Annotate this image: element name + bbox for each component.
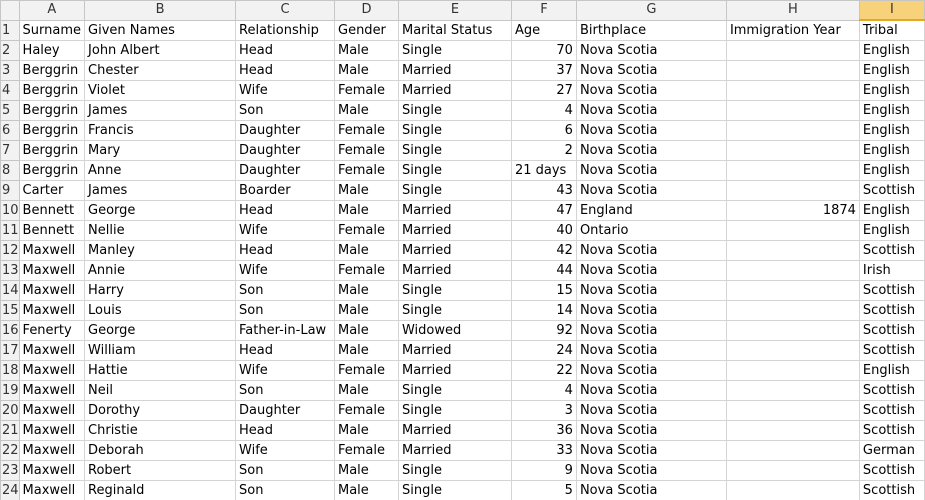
row-header[interactable]: 4 (1, 81, 20, 101)
cell-c[interactable]: Head (236, 341, 335, 361)
cell-h[interactable] (726, 341, 859, 361)
cell-h[interactable] (726, 481, 859, 500)
cell-b[interactable]: Mary (85, 141, 236, 161)
column-header-g[interactable]: G (576, 1, 726, 21)
row-header[interactable]: 24 (1, 481, 20, 500)
cell-g[interactable]: Nova Scotia (576, 421, 726, 441)
cell-h[interactable] (726, 81, 859, 101)
cell-b[interactable]: Nellie (85, 221, 236, 241)
cell-d[interactable]: Female (335, 121, 399, 141)
cell-c[interactable]: Head (236, 61, 335, 81)
cell-b[interactable]: George (85, 321, 236, 341)
cell-e[interactable]: Single (398, 161, 511, 181)
cell-g[interactable]: Nova Scotia (576, 141, 726, 161)
cell-f[interactable]: Age (511, 20, 576, 41)
cell-g[interactable]: Nova Scotia (576, 41, 726, 61)
cell-a[interactable]: Surname (19, 20, 84, 41)
cell-c[interactable]: Son (236, 101, 335, 121)
cell-h[interactable] (726, 41, 859, 61)
cell-e[interactable]: Single (398, 181, 511, 201)
cell-c[interactable]: Son (236, 381, 335, 401)
row-header[interactable]: 1 (1, 20, 20, 41)
cell-e[interactable]: Married (398, 221, 511, 241)
table-row (1, 281, 925, 301)
cell-b[interactable]: Louis (85, 301, 236, 321)
table-row (1, 241, 925, 261)
cell-g[interactable]: Nova Scotia (576, 241, 726, 261)
cell-f[interactable]: 22 (511, 361, 576, 381)
cell-e[interactable]: Married (398, 421, 511, 441)
cell-c[interactable]: Wife (236, 81, 335, 101)
table-row (1, 141, 925, 161)
cell-f[interactable]: 9 (511, 461, 576, 481)
cell-d[interactable]: Female (335, 161, 399, 181)
cell-g[interactable]: Nova Scotia (576, 261, 726, 281)
cell-c[interactable]: Wife (236, 441, 335, 461)
cell-b[interactable]: Francis (85, 121, 236, 141)
cell-a[interactable]: Maxwell (19, 281, 84, 301)
cell-f[interactable]: 37 (511, 61, 576, 81)
cell-i[interactable]: Scottish (859, 421, 924, 441)
cell-a[interactable]: Maxwell (19, 401, 84, 421)
cell-e[interactable]: Marital Status (398, 20, 511, 41)
cell-a[interactable]: Haley (19, 41, 84, 61)
cell-i[interactable]: English (859, 361, 924, 381)
cell-d[interactable]: Male (335, 301, 399, 321)
cell-g[interactable]: Nova Scotia (576, 161, 726, 181)
cell-d[interactable]: Female (335, 361, 399, 381)
cell-i[interactable]: Scottish (859, 281, 924, 301)
cell-e[interactable]: Single (398, 381, 511, 401)
cell-g[interactable]: Nova Scotia (576, 281, 726, 301)
cell-d[interactable]: Male (335, 201, 399, 221)
cell-h[interactable] (726, 301, 859, 321)
row-header[interactable]: 17 (1, 341, 20, 361)
cell-d[interactable]: Male (335, 241, 399, 261)
cell-e[interactable]: Married (398, 441, 511, 461)
table-row (1, 481, 925, 500)
cell-h[interactable] (726, 161, 859, 181)
cell-a[interactable]: Maxwell (19, 461, 84, 481)
cell-c[interactable]: Son (236, 281, 335, 301)
cell-h[interactable] (726, 261, 859, 281)
row-header[interactable]: 16 (1, 321, 20, 341)
table-row (1, 81, 925, 101)
row-header[interactable]: 19 (1, 381, 20, 401)
cell-i[interactable]: English (859, 81, 924, 101)
cell-c[interactable]: Son (236, 461, 335, 481)
table-row (1, 381, 925, 401)
cell-e[interactable]: Single (398, 401, 511, 421)
row-header[interactable]: 11 (1, 221, 20, 241)
table-row (1, 261, 925, 281)
cell-g[interactable]: Nova Scotia (576, 441, 726, 461)
cell-a[interactable]: Berggrin (19, 61, 84, 81)
cell-d[interactable]: Male (335, 341, 399, 361)
cell-a[interactable]: Maxwell (19, 361, 84, 381)
cell-g[interactable]: Nova Scotia (576, 121, 726, 141)
cell-g[interactable]: Nova Scotia (576, 341, 726, 361)
cell-h[interactable] (726, 401, 859, 421)
cell-e[interactable]: Single (398, 461, 511, 481)
cell-f[interactable]: 43 (511, 181, 576, 201)
cell-g[interactable]: Nova Scotia (576, 81, 726, 101)
cell-d[interactable]: Female (335, 141, 399, 161)
cell-f[interactable]: 15 (511, 281, 576, 301)
table-row (1, 20, 925, 41)
cell-c[interactable]: Daughter (236, 141, 335, 161)
cell-a[interactable]: Maxwell (19, 301, 84, 321)
cell-i[interactable]: English (859, 161, 924, 181)
cell-b[interactable]: John Albert (85, 41, 236, 61)
row-header[interactable]: 13 (1, 261, 20, 281)
cell-d[interactable]: Male (335, 481, 399, 500)
cell-a[interactable]: Maxwell (19, 241, 84, 261)
cell-h[interactable]: 1874 (726, 201, 859, 221)
cell-i[interactable]: English (859, 61, 924, 81)
column-header-b[interactable]: B (85, 1, 236, 21)
cell-c[interactable]: Son (236, 481, 335, 500)
cell-g[interactable]: England (576, 201, 726, 221)
cell-a[interactable]: Maxwell (19, 421, 84, 441)
cell-f[interactable]: 70 (511, 41, 576, 61)
cell-e[interactable]: Married (398, 341, 511, 361)
table-row (1, 101, 925, 121)
cell-c[interactable]: Son (236, 301, 335, 321)
cell-i[interactable]: Tribal (859, 20, 924, 41)
row-header[interactable]: 6 (1, 121, 20, 141)
table-row (1, 41, 925, 61)
cell-a[interactable]: Bennett (19, 201, 84, 221)
cell-c[interactable]: Daughter (236, 161, 335, 181)
cell-d[interactable]: Female (335, 261, 399, 281)
cell-c[interactable]: Wife (236, 221, 335, 241)
cell-d[interactable]: Male (335, 321, 399, 341)
cell-i[interactable]: Scottish (859, 241, 924, 261)
cell-h[interactable] (726, 281, 859, 301)
cell-b[interactable]: Deborah (85, 441, 236, 461)
cell-g[interactable]: Birthplace (576, 20, 726, 41)
cell-g[interactable]: Nova Scotia (576, 361, 726, 381)
cell-f[interactable]: 14 (511, 301, 576, 321)
cell-i[interactable]: Irish (859, 261, 924, 281)
cell-b[interactable]: Neil (85, 381, 236, 401)
cell-d[interactable]: Male (335, 421, 399, 441)
column-header-d[interactable]: D (335, 1, 399, 21)
cell-f[interactable]: 92 (511, 321, 576, 341)
cell-c[interactable]: Head (236, 41, 335, 61)
row-header[interactable]: 10 (1, 201, 20, 221)
table-row (1, 181, 925, 201)
cell-e[interactable]: Single (398, 301, 511, 321)
cell-h[interactable] (726, 241, 859, 261)
column-header-h[interactable]: H (726, 1, 859, 21)
cell-g[interactable]: Nova Scotia (576, 381, 726, 401)
row-header[interactable]: 23 (1, 461, 20, 481)
column-header-f[interactable]: F (511, 1, 576, 21)
cell-h[interactable] (726, 181, 859, 201)
cell-i[interactable]: English (859, 141, 924, 161)
cell-i[interactable]: English (859, 221, 924, 241)
cell-d[interactable]: Male (335, 181, 399, 201)
row-header[interactable]: 9 (1, 181, 20, 201)
cell-b[interactable]: Christie (85, 421, 236, 441)
cell-h[interactable] (726, 381, 859, 401)
cell-a[interactable]: Fenerty (19, 321, 84, 341)
cell-g[interactable]: Nova Scotia (576, 481, 726, 500)
cell-h[interactable] (726, 61, 859, 81)
row-header[interactable]: 14 (1, 281, 20, 301)
cell-b[interactable]: Robert (85, 461, 236, 481)
cell-h[interactable] (726, 461, 859, 481)
cell-e[interactable]: Single (398, 141, 511, 161)
cell-a[interactable]: Berggrin (19, 161, 84, 181)
cell-i[interactable]: English (859, 201, 924, 221)
cell-c[interactable]: Boarder (236, 181, 335, 201)
cell-a[interactable]: Maxwell (19, 381, 84, 401)
cell-a[interactable]: Berggrin (19, 101, 84, 121)
cell-h[interactable] (726, 361, 859, 381)
cell-i[interactable]: English (859, 41, 924, 61)
table-row (1, 361, 925, 381)
cell-e[interactable]: Married (398, 81, 511, 101)
row-header[interactable]: 5 (1, 101, 20, 121)
cell-g[interactable]: Nova Scotia (576, 461, 726, 481)
cell-e[interactable]: Married (398, 361, 511, 381)
cell-c[interactable]: Daughter (236, 401, 335, 421)
cell-c[interactable]: Daughter (236, 121, 335, 141)
cell-h[interactable] (726, 121, 859, 141)
row-header[interactable]: 12 (1, 241, 20, 261)
cell-f[interactable]: 5 (511, 481, 576, 500)
cell-d[interactable]: Male (335, 61, 399, 81)
cell-c[interactable]: Head (236, 201, 335, 221)
cell-e[interactable]: Married (398, 201, 511, 221)
cell-e[interactable]: Single (398, 101, 511, 121)
cell-g[interactable]: Nova Scotia (576, 401, 726, 421)
cell-d[interactable]: Gender (335, 20, 399, 41)
cell-f[interactable]: 24 (511, 341, 576, 361)
cell-b[interactable]: Harry (85, 281, 236, 301)
cell-h[interactable] (726, 221, 859, 241)
cell-b[interactable]: Violet (85, 81, 236, 101)
row-header[interactable]: 18 (1, 361, 20, 381)
cell-f[interactable]: 2 (511, 141, 576, 161)
cell-f[interactable]: 47 (511, 201, 576, 221)
cell-g[interactable]: Nova Scotia (576, 101, 726, 121)
grid-body (1, 20, 925, 500)
cell-i[interactable]: Scottish (859, 321, 924, 341)
table-row (1, 321, 925, 341)
table-row (1, 441, 925, 461)
cell-b[interactable]: Anne (85, 161, 236, 181)
cell-i[interactable]: English (859, 101, 924, 121)
cell-b[interactable]: Annie (85, 261, 236, 281)
table-row (1, 341, 925, 361)
cell-a[interactable]: Maxwell (19, 441, 84, 461)
cell-i[interactable]: Scottish (859, 341, 924, 361)
cell-b[interactable]: James (85, 181, 236, 201)
row-header[interactable]: 22 (1, 441, 20, 461)
cell-g[interactable]: Nova Scotia (576, 321, 726, 341)
cell-f[interactable]: 27 (511, 81, 576, 101)
cell-h[interactable] (726, 441, 859, 461)
cell-f[interactable]: 4 (511, 101, 576, 121)
cell-h[interactable] (726, 321, 859, 341)
row-header[interactable]: 7 (1, 141, 20, 161)
cell-c[interactable]: Wife (236, 361, 335, 381)
table-row (1, 461, 925, 481)
row-header[interactable]: 21 (1, 421, 20, 441)
table-row (1, 421, 925, 441)
table-row (1, 221, 925, 241)
cell-i[interactable]: Scottish (859, 401, 924, 421)
cell-i[interactable]: Scottish (859, 481, 924, 500)
row-header[interactable]: 2 (1, 41, 20, 61)
cell-h[interactable] (726, 421, 859, 441)
cell-a[interactable]: Berggrin (19, 81, 84, 101)
cell-a[interactable]: Carter (19, 181, 84, 201)
cell-d[interactable]: Female (335, 441, 399, 461)
cell-f[interactable]: 4 (511, 381, 576, 401)
cell-e[interactable]: Married (398, 261, 511, 281)
cell-d[interactable]: Male (335, 461, 399, 481)
cell-b[interactable]: James (85, 101, 236, 121)
cell-f[interactable]: 36 (511, 421, 576, 441)
cell-c[interactable]: Father-in-Law (236, 321, 335, 341)
cell-f[interactable]: 21 days (511, 161, 576, 181)
cell-e[interactable]: Widowed (398, 321, 511, 341)
cell-i[interactable]: Scottish (859, 381, 924, 401)
cell-a[interactable]: Maxwell (19, 261, 84, 281)
cell-b[interactable]: Reginald (85, 481, 236, 500)
table-row (1, 161, 925, 181)
cell-i[interactable]: German (859, 441, 924, 461)
cell-c[interactable]: Head (236, 421, 335, 441)
cell-h[interactable] (726, 101, 859, 121)
cell-c[interactable]: Relationship (236, 20, 335, 41)
cell-e[interactable]: Single (398, 121, 511, 141)
cell-a[interactable]: Maxwell (19, 481, 84, 500)
cell-i[interactable]: Scottish (859, 301, 924, 321)
cell-b[interactable]: Chester (85, 61, 236, 81)
table-row (1, 301, 925, 321)
cell-c[interactable]: Head (236, 241, 335, 261)
column-header-e[interactable]: E (398, 1, 511, 21)
table-row (1, 61, 925, 81)
column-header-i[interactable]: I (859, 1, 924, 21)
cell-e[interactable]: Single (398, 281, 511, 301)
cell-d[interactable]: Male (335, 41, 399, 61)
cell-e[interactable]: Married (398, 241, 511, 261)
cell-e[interactable]: Single (398, 481, 511, 500)
cell-f[interactable]: 44 (511, 261, 576, 281)
column-headers (1, 1, 925, 21)
table-row (1, 201, 925, 221)
cell-b[interactable]: Given Names (85, 20, 236, 41)
cell-g[interactable]: Nova Scotia (576, 301, 726, 321)
cell-b[interactable]: Hattie (85, 361, 236, 381)
select-all-corner[interactable] (1, 1, 20, 21)
cell-a[interactable]: Berggrin (19, 141, 84, 161)
cell-b[interactable]: Manley (85, 241, 236, 261)
cell-h[interactable]: Immigration Year (726, 20, 859, 41)
cell-i[interactable]: English (859, 121, 924, 141)
row-header[interactable]: 15 (1, 301, 20, 321)
cell-e[interactable]: Married (398, 61, 511, 81)
cell-d[interactable]: Male (335, 281, 399, 301)
cell-d[interactable]: Female (335, 81, 399, 101)
table-row (1, 401, 925, 421)
column-header-a[interactable]: A (19, 1, 84, 21)
cell-f[interactable]: 40 (511, 221, 576, 241)
cell-f[interactable]: 3 (511, 401, 576, 421)
cell-b[interactable]: Dorothy (85, 401, 236, 421)
cell-i[interactable]: Scottish (859, 181, 924, 201)
cell-a[interactable]: Maxwell (19, 341, 84, 361)
cell-h[interactable] (726, 141, 859, 161)
row-header[interactable]: 20 (1, 401, 20, 421)
cell-e[interactable]: Single (398, 41, 511, 61)
cell-i[interactable]: Scottish (859, 461, 924, 481)
cell-f[interactable]: 33 (511, 441, 576, 461)
table-row (1, 121, 925, 141)
cell-g[interactable]: Ontario (576, 221, 726, 241)
row-header[interactable]: 8 (1, 161, 20, 181)
cell-g[interactable]: Nova Scotia (576, 61, 726, 81)
cell-f[interactable]: 6 (511, 121, 576, 141)
row-header[interactable]: 3 (1, 61, 20, 81)
cell-c[interactable]: Wife (236, 261, 335, 281)
cell-b[interactable]: William (85, 341, 236, 361)
cell-a[interactable]: Berggrin (19, 121, 84, 141)
cell-g[interactable]: Nova Scotia (576, 181, 726, 201)
column-header-c[interactable]: C (236, 1, 335, 21)
cell-d[interactable]: Female (335, 221, 399, 241)
cell-d[interactable]: Female (335, 401, 399, 421)
cell-d[interactable]: Male (335, 381, 399, 401)
cell-a[interactable]: Bennett (19, 221, 84, 241)
cell-d[interactable]: Male (335, 101, 399, 121)
cell-b[interactable]: George (85, 201, 236, 221)
cell-f[interactable]: 42 (511, 241, 576, 261)
